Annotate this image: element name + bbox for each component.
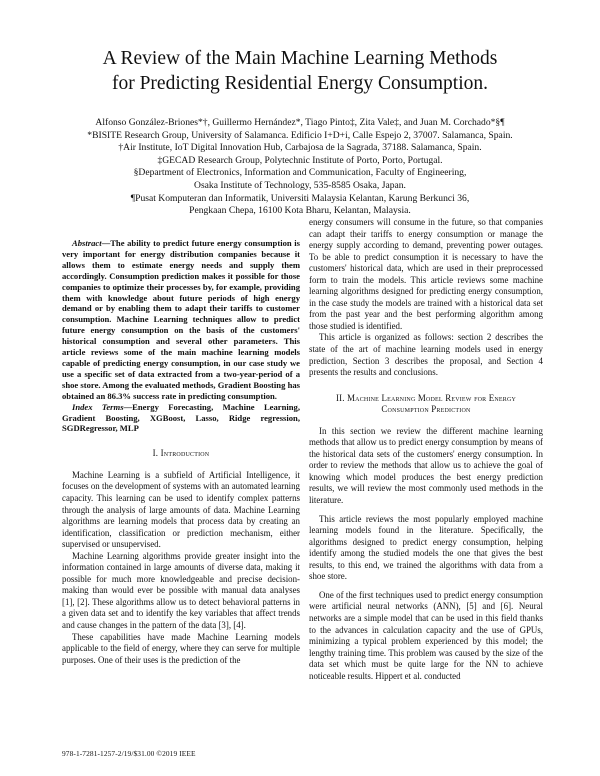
review-paragraph-3: One of the first techniques used to predict energy consumption were artificial neural networks (ANN), [5] and [6]. Neural networks are a simple model that can be used in this field thanks to the advances in calculation capacity and the use of GPUs, minimizing a typical problem experienced by this model; the lengthy training time. This problem was caused by the size of the data set which must be quite large for the NN to achieve noticeable results. Hippert et al. conducted [309, 589, 543, 681]
affiliation-bisite: *BISITE Research Group, University of Salamanca. Edificio I+D+i, Calle Espejo 2, 37007. Salamanca, Spain. [87, 129, 513, 141]
affiliation-umk-line-1: ¶Pusat Komputeran dan Informatik, Universiti Malaysia Kelantan, Karung Berkunci 36, [130, 192, 470, 204]
review-paragraph-1: In this section we review the different machine learning methods that allow us to predict energy consumption by means of the historical data sets of the customers' energy consumption. In order to review the methods that allow us to achieve the goal of knowing which model produces the best energy prediction results, we will review the most commonly used methods in the literature. [309, 425, 543, 506]
index-terms-text: —Energy Forecasting, Machine Learning, Gradient Boosting, XGBoost, Lasso, Ridge regression, SGDRegressor, MLP [62, 401, 300, 434]
affiliation-osaka-line-2: Osaka Institute of Technology, 535-8585 Osaka, Japan. [194, 179, 406, 191]
section-2-heading-line-2: Consumption Prediction [381, 404, 471, 415]
index-terms [62, 402, 300, 435]
abstract-label: Abstract [72, 238, 102, 248]
paragraph-gap [309, 583, 543, 590]
affiliation-air-institute: †Air Institute, IoT Digital Innovation Hub, Carbajosa de la Sagrada, 37188. Salamanca, Spain. [118, 142, 482, 154]
author-list: Alfonso González-Briones*†, Guillermo Hernández*, Tiago Pinto‡, Zita Vale‡, and Juan M. Corchado*§¶ [95, 117, 505, 128]
copyright-footer: 978-1-7281-1257-2/19/$31.00 ©2019 IEEE [62, 749, 196, 758]
right-column [309, 217, 543, 682]
intro-paragraph-3: These capabilities have made Machine Learning models applicable to the field of energy, where they can serve for multiple purposes. One of their uses is the prediction of the [62, 631, 300, 665]
author-affiliations [40, 117, 560, 218]
paragraph-gap [309, 507, 543, 514]
section-2-heading-line-1: II. Machine Learning Model Review for Energy [335, 392, 517, 403]
affiliation-gecad: ‡GECAD Research Group, Polytechnic Institute of Porto, Porto, Portugal. [157, 154, 443, 166]
left-column [62, 238, 300, 666]
review-paragraph-2: This article reviews the most popularly employed machine learning models found in the literature. Specifically, the algorithms designed to predict energy consumption, helping identify among the studied models the one that gives the best results, to this end, we trained the algorithms with data from a shoe store. [309, 513, 543, 582]
affiliation-umk-line-2: Pengkaan Chepa, 16100 Kota Bharu, Kelantan, Malaysia. [189, 205, 411, 217]
abstract [62, 238, 300, 402]
title-line-2: for Predicting Residential Energy Consumption. [111, 73, 489, 94]
intro-paragraph-2: Machine Learning algorithms provide greater insight into the information contained in large amounts of diverse data, making it possible for much more knowledgeable and precise decision-making than would ever be possible with manual data analyses [1], [2]. These algorithms allow us to detect behavioral patterns in a given data set and to identify the key variables that affect trends and cause changes in the pattern of the data [3], [4]. [62, 550, 300, 630]
intro-paragraph-3-continued: energy consumers will consume in the future, so that companies can adapt their tariffs to energy consumption or manage the energy supply according to demand, preventing power outages. To be able to predict consumption it is necessary to have the customers' historical data, which are used in their preprocessed form to train the models. This article reviews some machine learning algorithms designed for predicting energy consumption, in the case study the models are trained with a historical data set from the past year and the best performing algorithm among those studied is identified. [309, 217, 543, 331]
index-terms-label: Index Terms [72, 401, 124, 412]
affiliation-osaka-line-1: §Department of Electronics, Information and Communication, Faculty of Engineering, [133, 167, 467, 179]
abstract-text: —The ability to predict future energy consumption is very important for energy distribution companies because it allows them to estimate energy needs and supply them accordingly. Consumption prediction makes it possible for those companies to optimize their processes by, for example, providing them with knowledge about future periods of high energy demand or by enabling them to adapt their tariffs to customer consumption. Machine Learning techniques allow to predict future energy consumption on the basis of the customers' historical consumption and several other parameters. This article reviews some of the main machine learning models capable of predicting energy consumption, in our case study we use a specific set of data extracted from a two-year-period of a shoe store. Among the evaluated methods, Gradient Boosting has obtained an 86.3% success rate in predicting consumption. [62, 238, 300, 401]
intro-paragraph-1: Machine Learning is a subfield of Artificial Intelligence, it focuses on the development of systems with an automated learning capacity. This learning can be used to identify complex patterns through the analysis of large amounts of data. Machine Learning algorithms are learning models that process data by creating an identification, classification or prediction mechanism, either supervised or unsupervised. [62, 469, 300, 550]
paper-title [40, 46, 560, 96]
title-line-1: A Review of the Main Machine Learning Methods [102, 48, 498, 69]
organization-paragraph: This article is organized as follows: section 2 describes the state of the art of machine learning models used in energy prediction, Section 3 describes the proposal, and Section 4 presents the results and conclusions. [309, 332, 543, 378]
section-1-heading: I. Introduction [152, 448, 210, 459]
section-2-heading [309, 393, 543, 416]
